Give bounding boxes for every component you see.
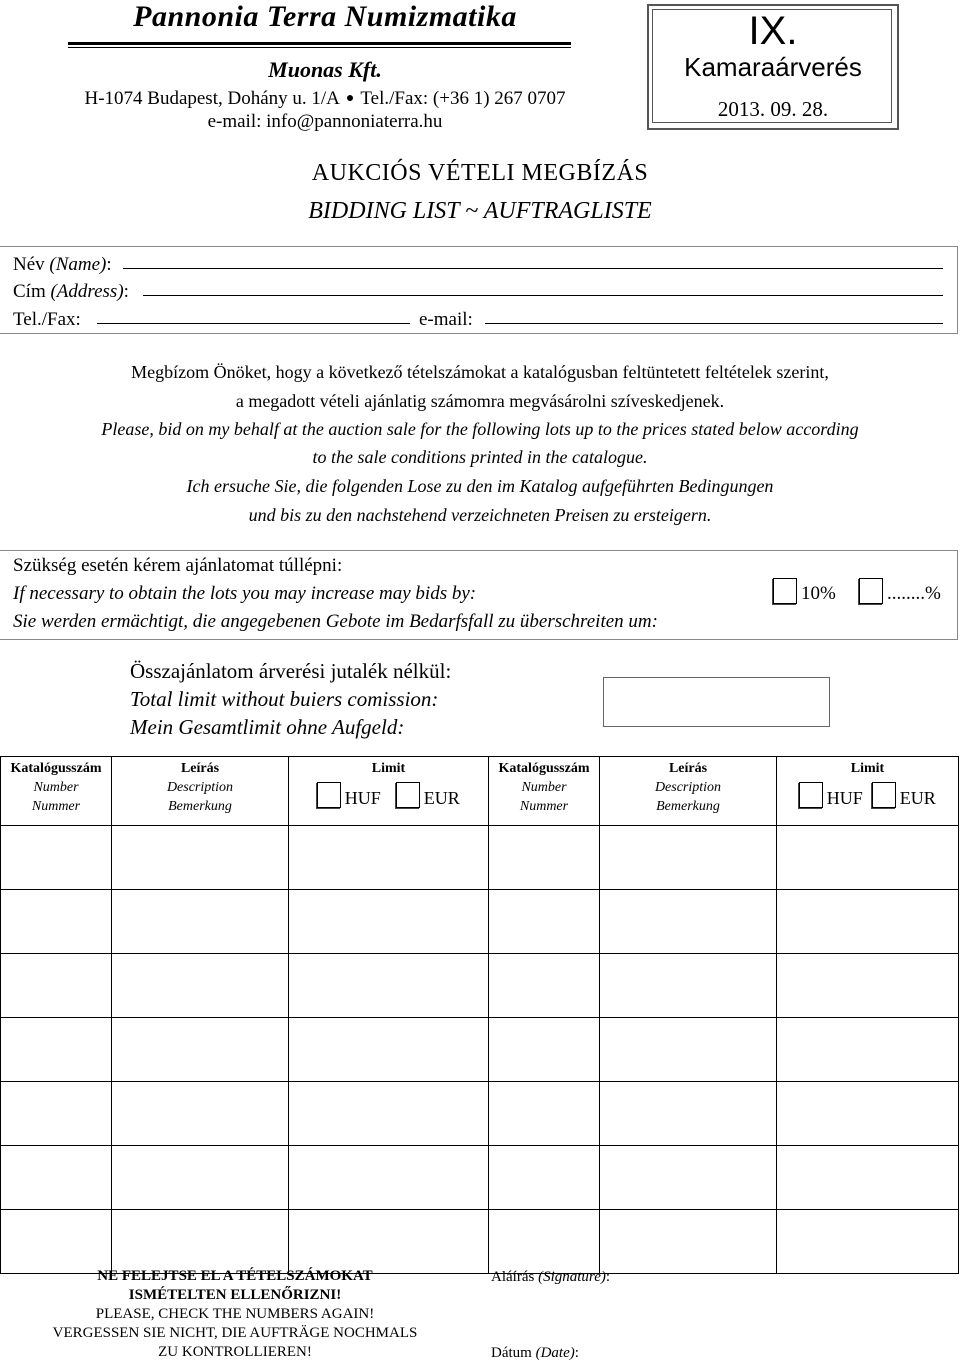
huf-checkbox-2[interactable]	[799, 782, 823, 808]
lot-limit-cell-2[interactable]	[777, 826, 959, 890]
lot-description-cell[interactable]	[112, 890, 289, 954]
lot-limit-cell[interactable]	[289, 890, 489, 954]
company-address: H-1074 Budapest, Dohány u. 1/A	[84, 88, 340, 109]
form-title: AUKCIÓS VÉTELI MEGBÍZÁS	[311, 160, 649, 186]
lot-number-cell[interactable]	[1, 1082, 112, 1146]
check-numbers-warning	[20, 1267, 450, 1362]
lot-number-cell-2[interactable]	[489, 1082, 600, 1146]
lot-number-cell-2[interactable]	[489, 1018, 600, 1082]
address-field[interactable]	[143, 295, 943, 296]
total-limit-de: Mein Gesamtlimit ohne Aufgeld:	[130, 715, 405, 739]
table-row	[1, 1210, 959, 1274]
bullet-icon: ●	[345, 91, 355, 106]
col-number-header-2	[489, 757, 600, 826]
col-limit-label: Limit	[371, 761, 406, 776]
lot-limit-cell-2[interactable]	[777, 890, 959, 954]
lot-number-cell-2[interactable]	[489, 890, 600, 954]
increase-custom-checkbox[interactable]	[859, 578, 883, 604]
huf-label-2: HUF	[826, 788, 863, 808]
total-limit-en: Total limit without buiers comission:	[130, 687, 439, 711]
table-header-row	[1, 757, 959, 826]
address-label-en: (Address)	[50, 281, 124, 302]
col-number-en-2: Number	[521, 780, 567, 795]
company-phone: Tel./Fax: (+36 1) 267 0707	[360, 88, 566, 109]
brand-name: Pannonia Terra Numizmatika	[133, 0, 517, 33]
bid-table	[0, 756, 959, 1274]
company-address-block	[30, 87, 620, 133]
eur-label: EUR	[423, 788, 460, 808]
lot-limit-cell[interactable]	[289, 1146, 489, 1210]
name-field[interactable]	[123, 268, 943, 269]
warning-hu-2: ISMÉTELTEN ELLENŐRIZNI!	[128, 1287, 342, 1303]
lot-number-cell-2[interactable]	[489, 1146, 600, 1210]
warning-de-2: ZU KONTROLLIEREN!	[158, 1344, 312, 1360]
lot-number-cell-2[interactable]	[489, 1210, 600, 1274]
lot-limit-cell-2[interactable]	[777, 1082, 959, 1146]
form-subtitle: BIDDING LIST ~ AUFTRAGLISTE	[308, 198, 652, 224]
contact-box	[0, 246, 958, 334]
increase-en: If necessary to obtain the lots you may increase may bids by:	[13, 583, 477, 604]
lot-limit-cell-2[interactable]	[777, 1018, 959, 1082]
signature-label-hu: Aláírás	[491, 1269, 535, 1285]
auction-date: 2013. 09. 28.	[717, 97, 829, 121]
col-limit-label-2: Limit	[850, 761, 885, 776]
col-number-hu: Katalógusszám	[10, 761, 102, 776]
increase-de: Sie werden ermächtigt, die angegebenen Gebote im Bedarfsfall zu überschreiten um:	[13, 611, 658, 632]
table-row	[1, 1082, 959, 1146]
col-desc-hu-2: Leírás	[668, 761, 708, 776]
warning-hu-1: NE FELEJTSE EL A TÉTELSZÁMOKAT	[97, 1268, 373, 1284]
col-desc-en-2: Description	[654, 780, 722, 795]
lot-description-cell-2[interactable]	[600, 1210, 777, 1274]
lot-description-cell[interactable]	[112, 954, 289, 1018]
col-limit-header	[289, 757, 489, 826]
bid-rows	[1, 826, 959, 1274]
email-field[interactable]	[485, 323, 943, 324]
name-label: Név (Name):	[13, 254, 112, 275]
col-desc-en: Description	[166, 780, 234, 795]
signature-label-en: (Signature)	[538, 1269, 606, 1285]
col-desc-hu: Leírás	[180, 761, 220, 776]
address-label-hu: Cím	[13, 281, 46, 302]
increase-custom-label: ........%	[887, 583, 941, 604]
lot-description-cell-2[interactable]	[600, 1082, 777, 1146]
col-number-de-2: Nummer	[519, 799, 569, 814]
eur-checkbox-2[interactable]	[872, 782, 896, 808]
name-label-hu: Név	[13, 254, 45, 275]
huf-label: HUF	[344, 788, 381, 808]
date-label-hu: Dátum	[491, 1345, 532, 1361]
col-limit-header-2	[777, 757, 959, 826]
lot-limit-cell[interactable]	[289, 826, 489, 890]
lot-description-cell-2[interactable]	[600, 1018, 777, 1082]
col-number-de: Nummer	[31, 799, 81, 814]
date-label: Dátum (Date):	[491, 1345, 579, 1361]
date-label-en: (Date)	[535, 1345, 575, 1361]
col-desc-de: Bemerkung	[168, 799, 232, 814]
increase-10-label: 10%	[801, 583, 836, 604]
lot-description-cell-2[interactable]	[600, 954, 777, 1018]
col-desc-de-2: Bemerkung	[656, 799, 720, 814]
instructions-de-1: Ich ersuche Sie, die folgenden Lose zu den im Katalog aufgeführten Bedingungen	[186, 476, 774, 496]
col-number-en: Number	[33, 780, 79, 795]
brand-rule	[68, 42, 571, 45]
warning-de-1: VERGESSEN SIE NICHT, DIE AUFTRÄGE NOCHMALS	[52, 1325, 418, 1341]
increase-10-checkbox[interactable]	[773, 578, 797, 604]
lot-description-cell-2[interactable]	[600, 826, 777, 890]
instructions-en-2: to the sale conditions printed in the catalogue.	[312, 447, 648, 467]
lot-limit-cell-2[interactable]	[777, 954, 959, 1018]
lot-number-cell[interactable]	[1, 1018, 112, 1082]
eur-checkbox[interactable]	[396, 782, 420, 808]
phone-label: Tel./Fax:	[13, 309, 81, 330]
lot-number-cell[interactable]	[1, 890, 112, 954]
lot-number-cell-2[interactable]	[489, 826, 600, 890]
lot-description-cell[interactable]	[112, 1082, 289, 1146]
lot-description-cell[interactable]	[112, 1146, 289, 1210]
huf-checkbox[interactable]	[317, 782, 341, 808]
table-row	[1, 826, 959, 890]
total-limit-input[interactable]	[603, 677, 830, 727]
col-number-hu-2: Katalógusszám	[498, 761, 590, 776]
lot-number-cell[interactable]	[1, 1146, 112, 1210]
auction-label: Kamaraárverés	[684, 52, 862, 82]
lot-number-cell[interactable]	[1, 826, 112, 890]
address-label: Cím (Address):	[13, 281, 129, 302]
eur-label-2: EUR	[899, 788, 936, 808]
table-row	[1, 890, 959, 954]
name-label-en: (Name)	[49, 254, 107, 275]
signature-label: Aláírás (Signature):	[491, 1269, 611, 1285]
table-row	[1, 1146, 959, 1210]
company-name: Muonas Kft.	[268, 57, 382, 82]
total-limit-hu: Összajánlatom árverési jutalék nélkül:	[130, 659, 452, 683]
lot-description-cell[interactable]	[112, 1210, 289, 1274]
lot-description-cell[interactable]	[112, 1018, 289, 1082]
phone-field[interactable]	[97, 323, 410, 324]
col-desc-header	[112, 757, 289, 826]
warning-en: PLEASE, CHECK THE NUMBERS AGAIN!	[95, 1306, 375, 1322]
instructions-hu-1: Megbízom Önöket, hogy a következő tételszámokat a katalógusban feltüntetett feltételek szerint,	[131, 362, 829, 382]
lot-description-cell-2[interactable]	[600, 1146, 777, 1210]
instructions-en-1: Please, bid on my behalf at the auction sale for the following lots up to the prices stated below according	[101, 419, 859, 439]
lot-number-cell-2[interactable]	[489, 954, 600, 1018]
col-desc-header-2	[600, 757, 777, 826]
brand-rule-thin	[68, 47, 571, 48]
instructions-de-2: und bis zu den nachstehend verzeichneten Preisen zu ersteigern.	[248, 505, 712, 525]
lot-limit-cell[interactable]	[289, 1210, 489, 1274]
lot-limit-cell[interactable]	[289, 1082, 489, 1146]
lot-limit-cell[interactable]	[289, 1018, 489, 1082]
lot-number-cell[interactable]	[1, 1210, 112, 1274]
auction-number: IX.	[748, 9, 798, 53]
lot-limit-cell-2[interactable]	[777, 1146, 959, 1210]
increase-hu: Szükség esetén kérem ajánlatomat túllépni:	[13, 555, 343, 576]
col-number-header	[1, 757, 112, 826]
company-email: e-mail: info@pannoniaterra.hu	[207, 111, 443, 132]
lot-description-cell[interactable]	[112, 826, 289, 890]
instructions-hu-2: a megadott vételi ajánlatig számomra megvásárolni szíveskedjenek.	[235, 391, 725, 411]
lot-limit-cell-2[interactable]	[777, 1210, 959, 1274]
lot-description-cell-2[interactable]	[600, 890, 777, 954]
lot-limit-cell[interactable]	[289, 954, 489, 1018]
table-row	[1, 954, 959, 1018]
lot-number-cell[interactable]	[1, 954, 112, 1018]
table-row	[1, 1018, 959, 1082]
email-label: e-mail:	[419, 309, 473, 330]
